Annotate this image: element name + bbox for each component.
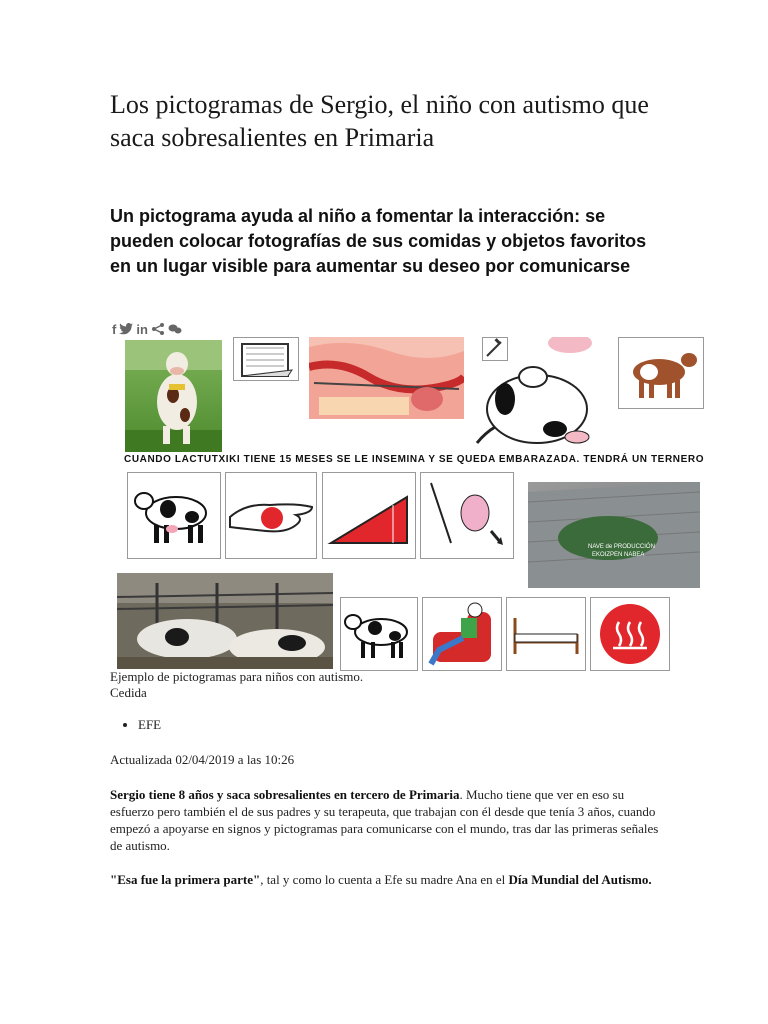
source-item: • EFE <box>138 717 161 733</box>
paragraph-1-bold: Sergio tiene 8 años y saca sobresalientes en tercero de Primaria <box>110 787 460 802</box>
calf-pictogram <box>618 337 704 409</box>
cow-mascot-photo <box>125 340 222 452</box>
linkedin-icon[interactable]: in <box>136 321 148 337</box>
paragraph-1 <box>110 786 670 854</box>
milking-udder-pictogram <box>420 472 514 559</box>
pictogram-strip-text: CUANDO LACTUTXIKI TIENE 15 MESES SE LE INSEMINA Y SE QUEDA EMBARAZADA. TENDRÁ UN TERNERO <box>124 454 705 465</box>
calendar-pictogram <box>233 337 299 381</box>
growth-triangle-pictogram <box>322 472 416 559</box>
article-headline: Los pictogramas de Sergio, el niño con autismo que saca sobresalientes en Primaria <box>110 90 649 152</box>
cow-pictogram-1 <box>127 472 221 559</box>
share-bar <box>112 321 182 337</box>
paragraph-2-quote: "Esa fue la primera parte" <box>110 872 261 887</box>
insemination-diagram <box>309 337 464 419</box>
article-subheadline: Un pictograma ayuda al niño a fomentar la interacción: se pueden colocar fotografías de sus comidas y objetos favoritos en un lugar visible para aumentar su deseo por comunicarse <box>110 206 647 276</box>
cow-barn-photo <box>117 573 333 669</box>
production-building-photo <box>528 482 700 588</box>
hand-with-red-dot-pictogram <box>225 472 317 559</box>
person-resting-pictogram <box>422 597 502 671</box>
figure-credit: Cedida <box>110 685 147 700</box>
facebook-icon[interactable]: f <box>112 321 117 337</box>
hot-heat-pictogram <box>590 597 670 671</box>
share-icon[interactable] <box>151 321 165 337</box>
twitter-icon[interactable] <box>119 321 133 337</box>
figure-caption-text: Ejemplo de pictogramas para niños con autismo. <box>110 669 364 684</box>
paragraph-2 <box>110 871 670 888</box>
pregnant-cow-cartoon <box>465 337 610 449</box>
building-sign-text-1: NAVE de PRODUCCIÓN <box>588 544 655 550</box>
whatsapp-icon[interactable] <box>168 321 182 337</box>
paragraph-2-bold-end: Día Mundial del Autismo. <box>508 872 652 887</box>
cow-pictogram-2 <box>340 597 418 671</box>
source-list <box>110 717 161 733</box>
building-sign-text-2: EKOIZPEN NABEA <box>592 552 645 558</box>
paragraph-2-middle: , tal y como lo cuenta a Efe su madre Ana en el <box>260 872 509 887</box>
pictogram-figure <box>110 337 710 670</box>
figure-caption <box>110 669 363 701</box>
bed-pictogram <box>506 597 586 671</box>
updated-timestamp: Actualizada 02/04/2019 a las 10:26 <box>110 752 295 767</box>
paragraph-1-rest: . Mucho tiene que ver en eso su esfuerzo pero también el de sus padres y su terapeuta, que trabajan con él desde que tenía 3 años, cuando empezó a apoyarse en signos y pictogramas para comunicarse con el mundo, tras dar las primeras señales de autismo. <box>110 787 659 853</box>
